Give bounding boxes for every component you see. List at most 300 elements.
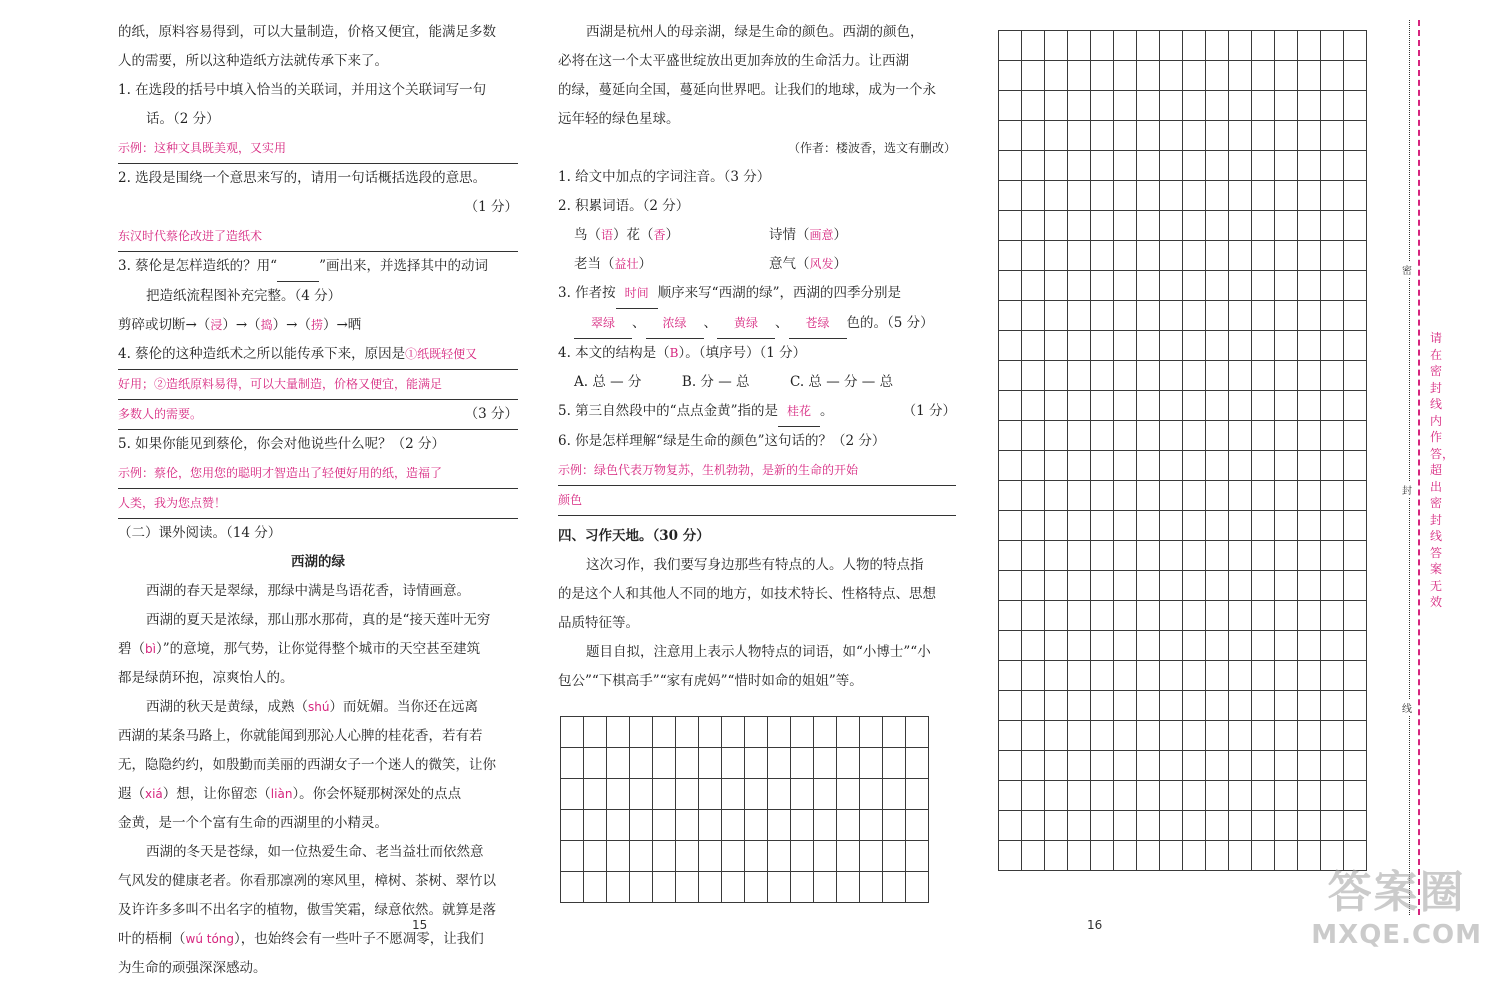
grid-cell[interactable]: [1344, 751, 1367, 781]
grid-cell[interactable]: [1068, 301, 1091, 331]
grid-cell[interactable]: [676, 872, 699, 903]
grid-cell[interactable]: [1183, 511, 1206, 541]
blank-answer[interactable]: 翠绿: [574, 309, 632, 339]
grid-cell[interactable]: [1344, 541, 1367, 571]
grid-cell[interactable]: [1344, 481, 1367, 511]
grid-cell[interactable]: [1275, 691, 1298, 721]
grid-cell[interactable]: [1321, 571, 1344, 601]
grid-cell[interactable]: [1022, 451, 1045, 481]
grid-cell[interactable]: [1252, 811, 1275, 841]
grid-cell[interactable]: [1183, 631, 1206, 661]
grid-cell[interactable]: [1321, 331, 1344, 361]
grid-cell[interactable]: [1229, 721, 1252, 751]
grid-cell[interactable]: [1022, 631, 1045, 661]
grid-cell[interactable]: [584, 841, 607, 872]
grid-cell[interactable]: [1298, 421, 1321, 451]
grid-cell[interactable]: [1229, 151, 1252, 181]
grid-cell[interactable]: [1114, 121, 1137, 151]
writing-grid-right[interactable]: [998, 30, 1367, 871]
grid-cell[interactable]: [883, 841, 906, 872]
grid-cell[interactable]: [1068, 151, 1091, 181]
grid-cell[interactable]: [1183, 661, 1206, 691]
grid-cell[interactable]: [1137, 211, 1160, 241]
grid-cell[interactable]: [1160, 751, 1183, 781]
grid-cell[interactable]: [1321, 301, 1344, 331]
grid-cell[interactable]: [630, 717, 653, 748]
grid-cell[interactable]: [1321, 121, 1344, 151]
grid-cell[interactable]: [1114, 331, 1137, 361]
grid-cell[interactable]: [814, 717, 837, 748]
grid-cell[interactable]: [1045, 181, 1068, 211]
grid-cell[interactable]: [1298, 31, 1321, 61]
grid-cell[interactable]: [1091, 511, 1114, 541]
grid-cell[interactable]: [1321, 661, 1344, 691]
grid-cell[interactable]: [1229, 571, 1252, 601]
grid-cell[interactable]: [1344, 151, 1367, 181]
grid-cell[interactable]: [1275, 571, 1298, 601]
grid-cell[interactable]: [1160, 811, 1183, 841]
grid-cell[interactable]: [607, 810, 630, 841]
grid-cell[interactable]: [837, 810, 860, 841]
grid-cell[interactable]: [1160, 541, 1183, 571]
grid-cell[interactable]: [745, 748, 768, 779]
answer-line-4b[interactable]: [118, 370, 518, 400]
grid-cell[interactable]: [906, 872, 929, 903]
grid-cell[interactable]: [1206, 151, 1229, 181]
grid-cell[interactable]: [1068, 331, 1091, 361]
answer-line-4c[interactable]: [118, 400, 518, 430]
grid-cell[interactable]: [676, 748, 699, 779]
grid-cell[interactable]: [1022, 811, 1045, 841]
grid-cell[interactable]: [1160, 781, 1183, 811]
grid-cell[interactable]: [1344, 331, 1367, 361]
grid-cell[interactable]: [999, 361, 1022, 391]
grid-cell[interactable]: [1114, 91, 1137, 121]
grid-cell[interactable]: [699, 748, 722, 779]
grid-cell[interactable]: [1252, 601, 1275, 631]
grid-cell[interactable]: [768, 779, 791, 810]
grid-cell[interactable]: [561, 872, 584, 903]
grid-cell[interactable]: [722, 810, 745, 841]
grid-cell[interactable]: [1275, 241, 1298, 271]
grid-cell[interactable]: [1321, 151, 1344, 181]
grid-cell[interactable]: [1252, 511, 1275, 541]
grid-cell[interactable]: [1206, 91, 1229, 121]
grid-cell[interactable]: [999, 151, 1022, 181]
grid-cell[interactable]: [1229, 541, 1252, 571]
grid-cell[interactable]: [837, 748, 860, 779]
grid-cell[interactable]: [1275, 421, 1298, 451]
grid-cell[interactable]: [1275, 451, 1298, 481]
grid-cell[interactable]: [1114, 751, 1137, 781]
grid-cell[interactable]: [1137, 541, 1160, 571]
answer-line-5a[interactable]: [118, 459, 518, 489]
grid-cell[interactable]: [699, 872, 722, 903]
grid-cell[interactable]: [1137, 601, 1160, 631]
grid-cell[interactable]: [1183, 121, 1206, 151]
grid-cell[interactable]: [1068, 61, 1091, 91]
grid-cell[interactable]: [1183, 301, 1206, 331]
flow-answer-3[interactable]: 捞: [310, 318, 323, 332]
grid-cell[interactable]: [1298, 451, 1321, 481]
grid-cell[interactable]: [999, 181, 1022, 211]
grid-cell[interactable]: [883, 872, 906, 903]
grid-cell[interactable]: [1114, 391, 1137, 421]
grid-cell[interactable]: [1091, 571, 1114, 601]
grid-cell[interactable]: [999, 91, 1022, 121]
grid-cell[interactable]: [768, 748, 791, 779]
grid-cell[interactable]: [1137, 811, 1160, 841]
grid-cell[interactable]: [1137, 271, 1160, 301]
grid-cell[interactable]: [1137, 61, 1160, 91]
grid-cell[interactable]: [1091, 451, 1114, 481]
grid-cell[interactable]: [1091, 541, 1114, 571]
grid-cell[interactable]: [906, 841, 929, 872]
grid-cell[interactable]: [1252, 841, 1275, 871]
grid-cell[interactable]: [699, 717, 722, 748]
grid-cell[interactable]: [1206, 121, 1229, 151]
grid-cell[interactable]: [1344, 451, 1367, 481]
grid-cell[interactable]: [1068, 541, 1091, 571]
grid-cell[interactable]: [1298, 271, 1321, 301]
grid-cell[interactable]: [1298, 151, 1321, 181]
grid-cell[interactable]: [1298, 301, 1321, 331]
grid-cell[interactable]: [1045, 211, 1068, 241]
grid-cell[interactable]: [1298, 721, 1321, 751]
grid-cell[interactable]: [1137, 721, 1160, 751]
grid-cell[interactable]: [791, 748, 814, 779]
grid-cell[interactable]: [630, 748, 653, 779]
answer-line-2[interactable]: [118, 222, 518, 252]
grid-cell[interactable]: [1114, 691, 1137, 721]
grid-cell[interactable]: [1275, 511, 1298, 541]
grid-cell[interactable]: [1206, 61, 1229, 91]
grid-cell[interactable]: [1344, 781, 1367, 811]
grid-cell[interactable]: [1229, 271, 1252, 301]
grid-cell[interactable]: [1229, 661, 1252, 691]
grid-cell[interactable]: [999, 391, 1022, 421]
grid-cell[interactable]: [1298, 751, 1321, 781]
grid-cell[interactable]: [1344, 721, 1367, 751]
grid-cell[interactable]: [1114, 151, 1137, 181]
grid-cell[interactable]: [1183, 241, 1206, 271]
grid-cell[interactable]: [1160, 481, 1183, 511]
grid-cell[interactable]: [999, 811, 1022, 841]
grid-cell[interactable]: [999, 121, 1022, 151]
grid-cell[interactable]: [1252, 271, 1275, 301]
grid-cell[interactable]: [791, 779, 814, 810]
grid-cell[interactable]: [1183, 31, 1206, 61]
grid-cell[interactable]: [999, 631, 1022, 661]
grid-cell[interactable]: [1068, 781, 1091, 811]
grid-cell[interactable]: [1229, 481, 1252, 511]
grid-cell[interactable]: [1275, 31, 1298, 61]
grid-cell[interactable]: [1045, 481, 1068, 511]
grid-cell[interactable]: [561, 748, 584, 779]
grid-cell[interactable]: [1275, 751, 1298, 781]
grid-cell[interactable]: [860, 810, 883, 841]
grid-cell[interactable]: [1022, 91, 1045, 121]
grid-cell[interactable]: [1321, 511, 1344, 541]
grid-cell[interactable]: [1229, 31, 1252, 61]
grid-cell[interactable]: [1229, 91, 1252, 121]
grid-cell[interactable]: [1022, 121, 1045, 151]
grid-cell[interactable]: [1252, 451, 1275, 481]
word-answer[interactable]: 语: [601, 228, 614, 242]
grid-cell[interactable]: [1091, 211, 1114, 241]
grid-cell[interactable]: [1091, 781, 1114, 811]
blank-answer[interactable]: 苍绿: [789, 309, 847, 339]
grid-cell[interactable]: [1091, 271, 1114, 301]
grid-cell[interactable]: [1160, 571, 1183, 601]
choice-answer[interactable]: B: [669, 346, 679, 360]
grid-cell[interactable]: [1091, 31, 1114, 61]
grid-cell[interactable]: [1160, 421, 1183, 451]
grid-cell[interactable]: [1068, 421, 1091, 451]
grid-cell[interactable]: [1298, 91, 1321, 121]
grid-cell[interactable]: [1022, 151, 1045, 181]
grid-cell[interactable]: [1114, 271, 1137, 301]
grid-cell[interactable]: [1022, 391, 1045, 421]
grid-cell[interactable]: [906, 748, 929, 779]
grid-cell[interactable]: [791, 841, 814, 872]
grid-cell[interactable]: [722, 717, 745, 748]
grid-cell[interactable]: [1252, 571, 1275, 601]
grid-cell[interactable]: [1229, 211, 1252, 241]
grid-cell[interactable]: [814, 779, 837, 810]
grid-cell[interactable]: [883, 717, 906, 748]
grid-cell[interactable]: [1321, 751, 1344, 781]
grid-cell[interactable]: [999, 241, 1022, 271]
grid-cell[interactable]: [1114, 541, 1137, 571]
grid-cell[interactable]: [1252, 421, 1275, 451]
grid-cell[interactable]: [999, 481, 1022, 511]
grid-cell[interactable]: [1344, 31, 1367, 61]
grid-cell[interactable]: [768, 717, 791, 748]
grid-cell[interactable]: [1160, 361, 1183, 391]
grid-cell[interactable]: [1344, 391, 1367, 421]
grid-cell[interactable]: [1045, 571, 1068, 601]
grid-cell[interactable]: [1321, 241, 1344, 271]
grid-cell[interactable]: [1183, 61, 1206, 91]
grid-cell[interactable]: [1183, 841, 1206, 871]
grid-cell[interactable]: [1252, 721, 1275, 751]
grid-cell[interactable]: [1206, 631, 1229, 661]
grid-cell[interactable]: [584, 779, 607, 810]
grid-cell[interactable]: [1298, 181, 1321, 211]
grid-cell[interactable]: [1298, 601, 1321, 631]
grid-cell[interactable]: [1160, 841, 1183, 871]
grid-cell[interactable]: [1045, 451, 1068, 481]
grid-cell[interactable]: [999, 841, 1022, 871]
grid-cell[interactable]: [1183, 181, 1206, 211]
grid-cell[interactable]: [1183, 481, 1206, 511]
grid-cell[interactable]: [1022, 181, 1045, 211]
grid-cell[interactable]: [1344, 631, 1367, 661]
grid-cell[interactable]: [1321, 601, 1344, 631]
grid-cell[interactable]: [630, 841, 653, 872]
grid-cell[interactable]: [1206, 391, 1229, 421]
grid-cell[interactable]: [584, 810, 607, 841]
grid-cell[interactable]: [1321, 211, 1344, 241]
grid-cell[interactable]: [1114, 661, 1137, 691]
grid-cell[interactable]: [1344, 211, 1367, 241]
grid-cell[interactable]: [999, 661, 1022, 691]
grid-cell[interactable]: [1321, 61, 1344, 91]
grid-cell[interactable]: [1068, 391, 1091, 421]
grid-cell[interactable]: [1114, 61, 1137, 91]
grid-cell[interactable]: [1275, 121, 1298, 151]
word-answer[interactable]: 益壮: [614, 257, 639, 271]
grid-cell[interactable]: [1275, 721, 1298, 751]
grid-cell[interactable]: [1321, 781, 1344, 811]
grid-cell[interactable]: [1068, 511, 1091, 541]
grid-cell[interactable]: [1160, 301, 1183, 331]
grid-cell[interactable]: [1068, 361, 1091, 391]
flow-answer-2[interactable]: 捣: [260, 318, 273, 332]
grid-cell[interactable]: [1183, 361, 1206, 391]
grid-cell[interactable]: [1114, 241, 1137, 271]
grid-cell[interactable]: [1183, 751, 1206, 781]
word-answer[interactable]: 风发: [809, 257, 834, 271]
grid-cell[interactable]: [561, 810, 584, 841]
grid-cell[interactable]: [837, 717, 860, 748]
grid-cell[interactable]: [1137, 331, 1160, 361]
grid-cell[interactable]: [607, 779, 630, 810]
grid-cell[interactable]: [1275, 841, 1298, 871]
grid-cell[interactable]: [607, 872, 630, 903]
grid-cell[interactable]: [1183, 271, 1206, 301]
grid-cell[interactable]: [653, 779, 676, 810]
grid-cell[interactable]: [814, 810, 837, 841]
grid-cell[interactable]: [1022, 721, 1045, 751]
grid-cell[interactable]: [860, 872, 883, 903]
grid-cell[interactable]: [1160, 181, 1183, 211]
grid-cell[interactable]: [1137, 301, 1160, 331]
grid-cell[interactable]: [1045, 691, 1068, 721]
grid-cell[interactable]: [1229, 391, 1252, 421]
grid-cell[interactable]: [1022, 421, 1045, 451]
grid-cell[interactable]: [1114, 211, 1137, 241]
grid-cell[interactable]: [1091, 721, 1114, 751]
grid-cell[interactable]: [860, 748, 883, 779]
grid-cell[interactable]: [1160, 211, 1183, 241]
grid-cell[interactable]: [1137, 181, 1160, 211]
grid-cell[interactable]: [1137, 661, 1160, 691]
grid-cell[interactable]: [1252, 121, 1275, 151]
grid-cell[interactable]: [745, 717, 768, 748]
grid-cell[interactable]: [1091, 61, 1114, 91]
grid-cell[interactable]: [1045, 601, 1068, 631]
grid-cell[interactable]: [1275, 781, 1298, 811]
grid-cell[interactable]: [1183, 781, 1206, 811]
grid-cell[interactable]: [607, 717, 630, 748]
answer-4a[interactable]: ①纸既轻便又: [405, 347, 478, 361]
grid-cell[interactable]: [1068, 601, 1091, 631]
grid-cell[interactable]: [768, 810, 791, 841]
grid-cell[interactable]: [1022, 361, 1045, 391]
grid-cell[interactable]: [1091, 421, 1114, 451]
grid-cell[interactable]: [1298, 391, 1321, 421]
grid-cell[interactable]: [1022, 661, 1045, 691]
grid-cell[interactable]: [1137, 511, 1160, 541]
grid-cell[interactable]: [1183, 421, 1206, 451]
grid-cell[interactable]: [1183, 151, 1206, 181]
grid-cell[interactable]: [1298, 61, 1321, 91]
grid-cell[interactable]: [1206, 301, 1229, 331]
grid-cell[interactable]: [1252, 31, 1275, 61]
grid-cell[interactable]: [1045, 31, 1068, 61]
grid-cell[interactable]: [1137, 151, 1160, 181]
grid-cell[interactable]: [1068, 571, 1091, 601]
grid-cell[interactable]: [1275, 301, 1298, 331]
grid-cell[interactable]: [1022, 241, 1045, 271]
grid-cell[interactable]: [1321, 721, 1344, 751]
grid-cell[interactable]: [653, 872, 676, 903]
blank-answer[interactable]: 黄绿: [717, 309, 775, 339]
grid-cell[interactable]: [1160, 601, 1183, 631]
grid-cell[interactable]: [1022, 571, 1045, 601]
grid-cell[interactable]: [1252, 361, 1275, 391]
grid-cell[interactable]: [1229, 601, 1252, 631]
grid-cell[interactable]: [1206, 31, 1229, 61]
grid-cell[interactable]: [1298, 481, 1321, 511]
grid-cell[interactable]: [1137, 121, 1160, 151]
grid-cell[interactable]: [1114, 511, 1137, 541]
grid-cell[interactable]: [1275, 391, 1298, 421]
grid-cell[interactable]: [1091, 601, 1114, 631]
grid-cell[interactable]: [1022, 31, 1045, 61]
grid-cell[interactable]: [1298, 631, 1321, 661]
grid-cell[interactable]: [791, 717, 814, 748]
grid-cell[interactable]: [1298, 331, 1321, 361]
grid-cell[interactable]: [1275, 271, 1298, 301]
grid-cell[interactable]: [1114, 721, 1137, 751]
grid-cell[interactable]: [1298, 691, 1321, 721]
grid-cell[interactable]: [999, 571, 1022, 601]
grid-cell[interactable]: [745, 872, 768, 903]
grid-cell[interactable]: [1045, 301, 1068, 331]
grid-cell[interactable]: [1344, 61, 1367, 91]
grid-cell[interactable]: [1114, 361, 1137, 391]
grid-cell[interactable]: [999, 601, 1022, 631]
grid-cell[interactable]: [1160, 31, 1183, 61]
grid-cell[interactable]: [1114, 301, 1137, 331]
word-answer[interactable]: 香: [653, 228, 666, 242]
grid-cell[interactable]: [1045, 721, 1068, 751]
grid-cell[interactable]: [653, 841, 676, 872]
grid-cell[interactable]: [1275, 481, 1298, 511]
grid-cell[interactable]: [1160, 121, 1183, 151]
grid-cell[interactable]: [837, 841, 860, 872]
grid-cell[interactable]: [1229, 841, 1252, 871]
grid-cell[interactable]: [1045, 661, 1068, 691]
grid-cell[interactable]: [1068, 721, 1091, 751]
grid-cell[interactable]: [1091, 691, 1114, 721]
grid-cell[interactable]: [1298, 781, 1321, 811]
grid-cell[interactable]: [1160, 721, 1183, 751]
grid-cell[interactable]: [1275, 331, 1298, 361]
grid-cell[interactable]: [699, 841, 722, 872]
grid-cell[interactable]: [1206, 571, 1229, 601]
grid-cell[interactable]: [1206, 361, 1229, 391]
grid-cell[interactable]: [1183, 331, 1206, 361]
grid-cell[interactable]: [999, 211, 1022, 241]
grid-cell[interactable]: [1321, 541, 1344, 571]
grid-cell[interactable]: [561, 779, 584, 810]
grid-cell[interactable]: [883, 779, 906, 810]
grid-cell[interactable]: [1045, 631, 1068, 661]
